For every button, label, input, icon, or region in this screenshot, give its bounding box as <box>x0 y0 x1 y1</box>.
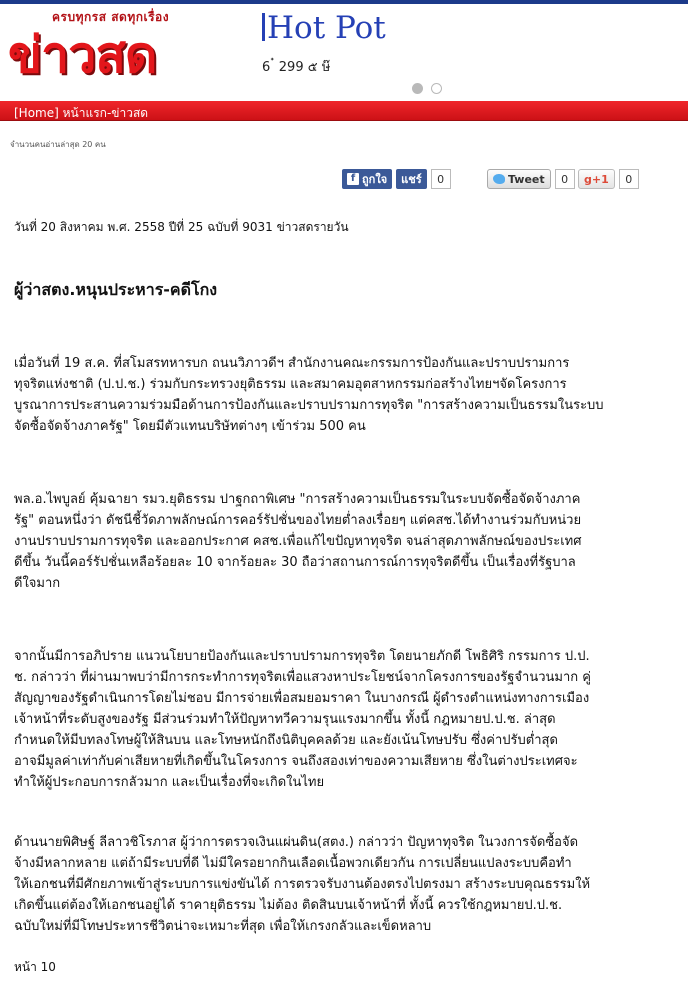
paragraph-line: อาจมีมูลค่าเท่ากับค่าเสียหายที่เกิดขึ้นในโครงการ จนถึงสองเท่าของความเสียหาย ซึ่งในต่างประเทศจะ <box>14 754 578 769</box>
paragraph-line: บูรณาการประสานความร่วมมือด้านการป้องกันและปราบปรามการทุจริต "การสร้างความเป็นธรรมในระบบ <box>14 398 604 413</box>
banner-title-text: Hot Pot <box>267 10 386 46</box>
readers-count: จำนวนคนอ่านล่าสุด 20 คน <box>10 140 106 149</box>
article-paragraph-4 <box>14 832 676 937</box>
paragraph-line: งานปราบปรามการทุจริต และออกประกาศ คสช.เพื่อแก้ไขปัญหาทุจริต จนล่าสุดภาพลักษณ์ของประเทศ <box>14 534 582 549</box>
article-paragraph-2 <box>14 489 676 594</box>
site-logo[interactable] <box>8 8 240 92</box>
gplus-count: 0 <box>619 169 639 189</box>
paragraph-line: พล.อ.ไพบูลย์ คุ้มฉายา รมว.ยุติธรรม ปาฐกถาพิเศษ "การสร้างความเป็นธรรมในระบบจัดซื้อจัดจ้างภาค <box>14 492 581 507</box>
text-cursor-icon <box>262 13 265 41</box>
paragraph-line: ฉบับใหม่ที่มีโทษประหารชีวิตน่าจะเหมาะที่สุด เพื่อให้เกรงกลัวและเข็ดหลาบ <box>14 919 432 934</box>
facebook-count: 0 <box>431 169 451 189</box>
facebook-icon: f <box>347 173 359 185</box>
tweet-button[interactable] <box>487 169 551 189</box>
paragraph-line: ช. กล่าวว่า ที่ผ่านมาพบว่ามีการกระทำการทุจริตเพื่อแสวงหาประโยชน์จากโครงการของรัฐจำนวนมาก คู่ <box>14 670 591 685</box>
paragraph-line: เจ้าหน้าที่ระดับสูงของรัฐ มีส่วนร่วมทำให้ปัญหาทวีความรุนแรงมากขึ้น ทั้งนี้ กฎหมายป.ป.ช. ล่าสุด <box>14 712 556 727</box>
article-dateline: วันที่ 20 สิงหาคม พ.ศ. 2558 ปีที่ 25 ฉบับที่ 9031 ข่าวสดรายวัน <box>14 220 349 234</box>
facebook-share-group <box>342 169 451 189</box>
paragraph-line: ทำให้ผู้ประกอบการกลัวมาก และเป็นเรื่องที่จะเกิดในไทย <box>14 775 325 790</box>
paragraph-line: เกิดขึ้นแต่ต้องให้เอกชนอยู่ได้ ราคายุติธรรม ไม่ต้อง ติดสินบนเจ้าหน้าที่ ทั้งนี้ ควรใช้กฎหมายป.ป.ช. <box>14 898 563 913</box>
breadcrumb-bar <box>0 101 688 121</box>
logo-tagline: ครบทุกรส สดทุกเรื่อง <box>52 10 170 24</box>
paragraph-line: ด้านนายพิศิษฐ์ ลีลาวชิโรภาส ผู้ว่าการตรวจเงินแผ่นดิน(สตง.) กล่าวว่า ปัญหาทุจริต ในวงการจัดซื้อจัด <box>14 835 579 850</box>
paragraph-line: เมื่อวันที่ 19 ส.ค. ที่สโมสรทหารบก ถนนวิภาวดีฯ สำนักงานคณะกรรมการป้องกันและปราบปรามการ <box>14 356 570 371</box>
paragraph-line: จากนั้นมีการอภิปราย แนวนโยบายป้องกันและปราบปรามการทุจริต โดยนายภักดี โพธิศิริ กรรมการ ป.ป. <box>14 649 590 664</box>
paragraph-line: กำหนดให้มีบทลงโทษผู้ให้สินบน และโทษหนักถึงนิติบุคคลด้วย และยังเน้นโทษปรับ ซึ่งค่าปรับต่ำสุด <box>14 733 558 748</box>
breadcrumb-current-link[interactable]: หน้าแรก-ข่าวสด <box>62 106 149 120</box>
article-paragraph-1 <box>14 353 676 437</box>
twitter-share-group <box>487 169 575 189</box>
article-headline: ผู้ว่าสตง.หนุนประหาร-คดีโกง <box>14 280 218 299</box>
paragraph-line: ดีใจมาก <box>14 576 61 591</box>
tweet-label: Tweet <box>508 172 545 186</box>
facebook-like-label: ถูกใจ <box>362 173 388 186</box>
paragraph-line: จ้างมีหลากหลาย แต่ถ้ามีระบบที่ดี ไม่มีใครอยากกินเลือดเนื้อพวกเดียวกัน การเปลี่ยนแปลงระบบคือทำ <box>14 856 572 871</box>
slider-dot[interactable] <box>431 83 442 94</box>
paragraph-line: ทุจริตแห่งชาติ (ป.ป.ช.) ร่วมกับกระทรวงยุติธรรม และสมาคมอุตสาหกรรมก่อสร้างไทยฯจัดโครงการ <box>14 377 567 392</box>
breadcrumb <box>14 104 148 123</box>
paragraph-line: ให้เอกชนที่มีศักยภาพเข้าสู่ระบบการแข่งขันได้ การตรวจรับงานต้องตรงไปตรงมา สร้างระบบคุณธรรมให้ <box>14 877 591 892</box>
paragraph-line: สัญญาของรัฐดำเนินการโดยไม่ชอบ มีการจ่ายเพื่อสมยอมราคา ในบางกรณี ผู้ดำรงตำแหน่งทางการเมือง <box>14 691 590 706</box>
paragraph-line: รัฐ" ตอนหนึ่งว่า ดัชนีชี้วัดภาพลักษณ์การคอร์รัปชั่นของไทยต่ำลงเรื่อยๆ แต่คสช.ได้ทำงานร่วมกับหน่วย <box>14 513 582 528</box>
twitter-bird-icon <box>493 174 505 184</box>
tweet-count: 0 <box>555 169 575 189</box>
facebook-like-button[interactable] <box>342 169 392 189</box>
breadcrumb-home-link[interactable]: [Home] <box>14 106 59 120</box>
gplus-icon: g <box>584 172 592 186</box>
banner-subline: 6 ๋ 299 ๕ ษ๊ <box>262 60 331 75</box>
article-paragraph-3 <box>14 646 676 793</box>
gplus-button[interactable] <box>578 169 615 189</box>
paragraph-line: จัดซื้อจัดจ้างภาครัฐ" โดยมีตัวแทนบริษัทต่างๆ เข้าร่วม 500 คน <box>14 419 366 434</box>
slider-pagination <box>412 83 442 94</box>
top-navigation-strip <box>0 0 688 4</box>
paragraph-line: ดีขึ้น วันนี้คอร์รัปชั่นเหลือร้อยละ 10 จากร้อยละ 30 ถือว่าสถานการณ์การทุจริตดีขึ้น เป็นเรื่องที่รัฐบาล <box>14 555 576 570</box>
slider-dot-active[interactable] <box>412 83 423 94</box>
gplus-label: +1 <box>591 172 609 186</box>
article-page-reference: หน้า 10 <box>14 960 56 974</box>
logo-wordmark: ข่าวสด <box>8 26 157 84</box>
facebook-share-button[interactable]: แชร์ <box>396 169 426 189</box>
gplus-share-group <box>578 169 639 189</box>
banner-title[interactable] <box>262 10 386 46</box>
